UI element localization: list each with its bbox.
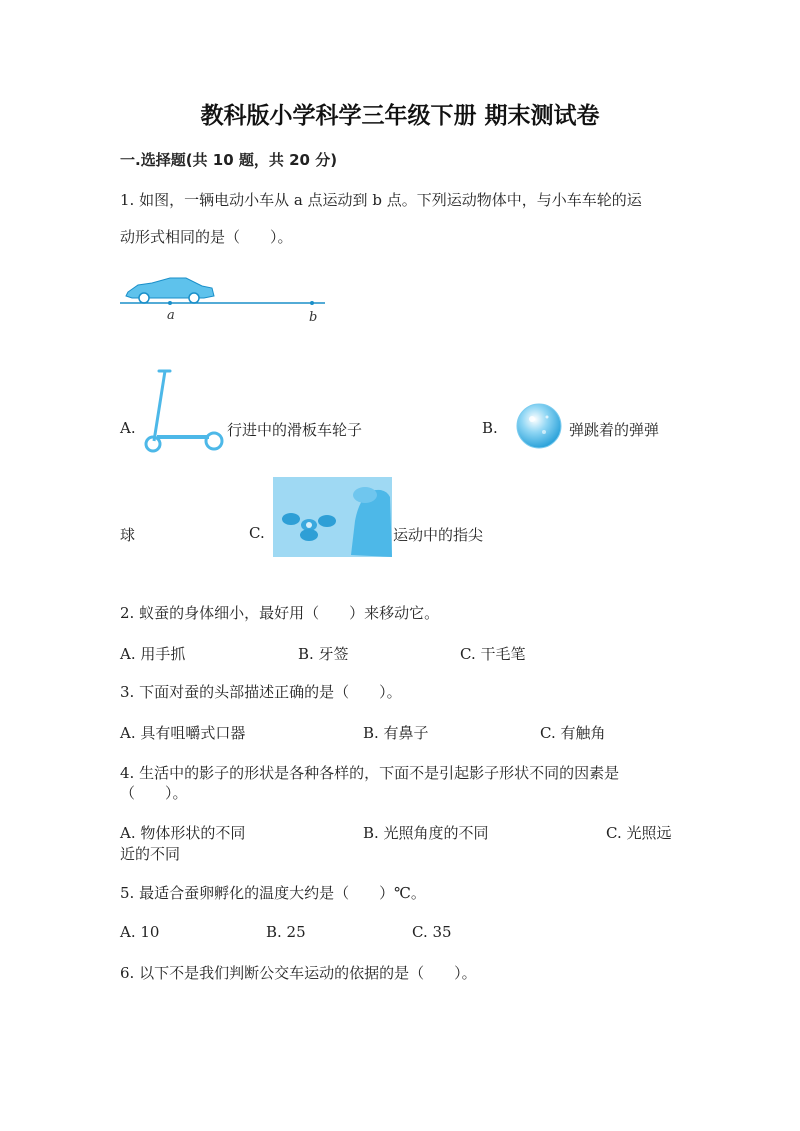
label-b: b: [309, 310, 318, 324]
label-a: a: [167, 308, 175, 323]
q4-line1: 4. 生活中的影子的形状是各种各样的，下面不是引起影子形状不同的因素是: [120, 764, 620, 782]
point-b: [310, 301, 314, 305]
q3-option-a: A. 具有咀嚼式口器: [120, 724, 246, 742]
car-front-wheel: [189, 293, 199, 303]
q4-option-c: C. 光照远: [606, 824, 672, 842]
q5-stem: 5. 最适合蚕卵孵化的温度大约是（ ）℃。: [120, 884, 426, 902]
q4-line2: （ ）。: [120, 784, 188, 802]
q1-option-c-label: C.: [249, 524, 265, 542]
q5-option-a: A. 10: [120, 923, 160, 941]
q2-stem: 2. 蚁蚕的身体细小，最好用（ ）来移动它。: [120, 604, 440, 622]
q4-option-c-continued: 近的不同: [120, 845, 181, 863]
q1-option-a-text: 行进中的滑板车轮子: [227, 421, 363, 439]
q5-option-c: C. 35: [412, 923, 452, 941]
fidget-spinner-image: [273, 477, 392, 557]
q2-option-a: A. 用手抓: [120, 645, 186, 663]
q6-stem: 6. 以下不是我们判断公交车运动的依据的是（ ）。: [120, 964, 477, 982]
q3-option-c: C. 有触角: [540, 724, 606, 742]
bouncy-ball-image: [514, 402, 564, 450]
q4-option-b: B. 光照角度的不同: [363, 824, 489, 842]
q2-option-b: B. 牙签: [298, 645, 349, 663]
section-heading: 一.选择题(共 10 题，共 20 分): [120, 151, 338, 169]
q3-stem: 3. 下面对蚕的头部描述正确的是（ ）。: [120, 683, 402, 701]
q4-option-a: A. 物体形状的不同: [120, 824, 246, 842]
q3-option-b: B. 有鼻子: [363, 724, 429, 742]
point-a: [168, 301, 172, 305]
car-rear-wheel: [139, 293, 149, 303]
page-title: 教科版小学科学三年级下册 期末测试卷: [200, 103, 600, 129]
scooter-image: [143, 367, 225, 455]
q1-line2: 动形式相同的是（ ）。: [120, 228, 293, 246]
car-track-figure: [120, 274, 340, 324]
q1-option-b-continued: 球: [120, 526, 136, 544]
q1-option-c-text: 运动中的指尖: [393, 526, 484, 544]
q1-line1: 1. 如图，一辆电动小车从 a 点运动到 b 点。下列运动物体中，与小车车轮的运: [120, 191, 642, 209]
q2-option-c: C. 干毛笔: [460, 645, 526, 663]
q1-option-a-label: A.: [120, 419, 136, 437]
q5-option-b: B. 25: [266, 923, 306, 941]
q1-option-b-label: B.: [482, 419, 498, 437]
q1-option-b-text: 弹跳着的弹弹: [569, 421, 660, 439]
